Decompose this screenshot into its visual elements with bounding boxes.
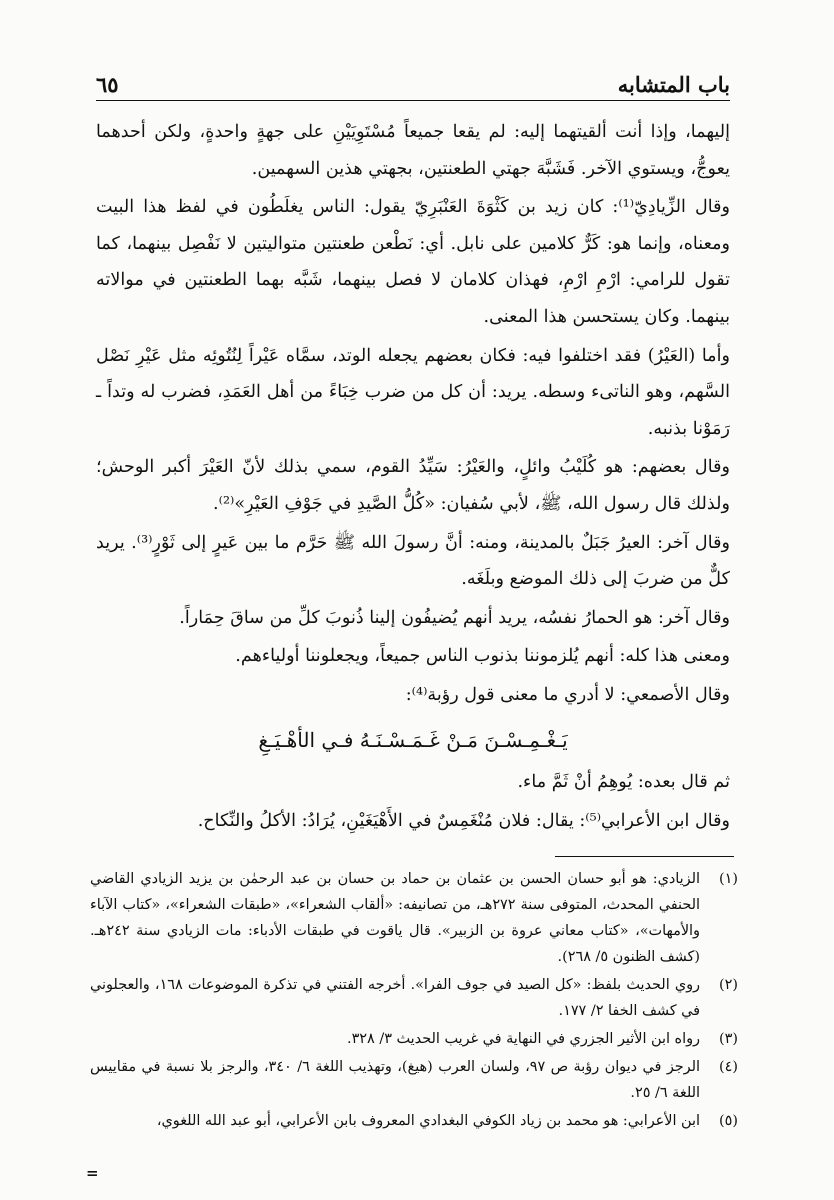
footnote-number: (٤) <box>719 1059 738 1075</box>
footnote <box>90 866 738 970</box>
paragraph: وأما (العَيْرُ) فقد اختلفوا فيه: فكان بعضهم يجعله الوتد، سمَّاه عَيْراً لِنُتُوئِه مثل عَيْرِ نَصْل السَّهم، وهو الناتىء وسطه. يريد: أن كل من ضرب خِبَاءً من أهل العَمَدِ، فضرب له وتداً ـ رَمَوْنا بذنبه. <box>96 345 730 439</box>
continuation-mark: = <box>86 1164 99 1182</box>
footnote-text: روي الحديث بلفظ: «كل الصيد في جوف الفرا». أخرجه الفتني في تذكرة الموضوعات ١٦٨، والعجلوني في كشف الخفا ٢/ ١٧٧. <box>90 977 701 1019</box>
paragraph: وقال ابن الأعرابي⁽⁵⁾: يقال: فلان مُنْغَمِسٌ في الأَهْيَغَيْنِ، يُرَادُ: الأكلُ والنِّكاح. <box>197 810 730 831</box>
poem-verse: يَـغْـمِـسْـنَ مَـنْ غَـمَـسْـنَـهُ فـي الأهْـيَـغِ <box>258 727 568 752</box>
footnote-divider <box>555 856 734 857</box>
footnote <box>90 972 738 1024</box>
paragraph: ومعنى هذا كله: أنهم يُلزموننا بذنوب الناس جميعاً، ويجعلوننا أولياءهم. <box>235 646 730 667</box>
footnote <box>90 1108 738 1134</box>
paragraph: إليهما، وإذا أنت ألقيتهما إليه: لم يقعا جميعاً مُسْتَوِيَيْنِ على جهةٍ واحدةٍ، ولكن أحدهما يعوجُّ، ويستوي الآخر. فَشَبَّهَ جهتي الطعنتين، بجهتي هذين السهمين. <box>96 122 730 179</box>
paragraph: وقال الزِّيادِيّ⁽¹⁾: كان زيد بن كَثْوَةَ العَنْبَرِيّ يقول: الناس يغلَطُون في لفظ هذا البيت ومعناه، وإنما هو: كَرٌّ كلامين على نابل. أي: نَطْعن طعنتين متواليتين لا نَفْصِل بينهما، كما تقول للرامي: ارْمِ ارْمِ، فهذان كلامان لا فصل بينهما، شَبَّه بهما الطعنتين في موالاته بينهما. وكان يستحسن هذا المعنى. <box>96 197 730 327</box>
footnote-text: رواه ابن الأثير الجزري في النهاية في غريب الحديث ٣/ ٣٢٨. <box>346 1031 700 1047</box>
paragraph: وقال الأصمعي: لا أدري ما معنى قول رؤبة⁽⁴⁾: <box>405 684 730 705</box>
footnotes <box>90 866 738 1136</box>
chapter-title: باب المتشابه <box>617 72 730 97</box>
footnote <box>90 1026 738 1052</box>
footnote-text: ابن الأعرابي: هو محمد بن زياد الكوفي البغدادي المعروف بابن الأعرابي، أبو عبد الله اللغوي، <box>156 1113 700 1129</box>
page-header <box>96 62 730 101</box>
footnote-number: (٥) <box>719 1113 738 1129</box>
page-number: ٦٥ <box>96 72 119 97</box>
footnote-number: (٣) <box>719 1031 738 1047</box>
footnote <box>90 1054 738 1106</box>
paragraph: وقال آخر: هو الحمارُ نفسُه، يريد أنهم يُضيفُون إلينا ذُنوبَ كلِّ من ساقَ حِمَاراً. <box>179 607 730 628</box>
paragraph: وقال بعضهم: هو كُلَيْبُ وائلٍ، والعَيْرُ: سَيِّدُ القوم، سمي بذلك لأنّ العَيْرَ أكبر الوحش؛ ولذلك قال رسول الله، ﷺ، لأبي سُفيان: «كُلُّ الصَّيدِ في جَوْفِ العَيْرِ»⁽²⁾. <box>96 457 730 514</box>
footnote-text: الرجز في ديوان رؤبة ص ٩٧، ولسان العرب (هيغ)، وتهذيب اللغة ٦/ ٣٤٠، والرجز بلا نسبة في مقاييس اللغة ٦/ ٢٥. <box>90 1059 701 1101</box>
footnote-text: الزيادي: هو أبو حسان الحسن بن عثمان بن حماد بن حسان بن عبد الرحمٰن بن يزيد الزيادي القاضي الحنفي المحدث، المتوفى سنة ٢٧٢هـ، من تصانيفه: «ألقاب الشعراء»، «طبقات الشعراء»، «كتاب الآباء والأمهات»، «كتاب معاني عروة بن الزبير». قال ياقوت في طبقات الأدباء: مات الزيادي سنة ٢٤٢هـ. (كشف الظنون ٥/ ٢٦٨). <box>90 871 701 965</box>
paragraph: ثم قال بعده: يُوهِمُ أنْ ثَمَّ ماء. <box>517 772 730 793</box>
main-text <box>96 114 730 841</box>
paragraph: وقال آخر: العيرُ جَبَلٌ بالمدينة، ومنه: أنَّ رسولَ الله ﷺ حَرَّم ما بين عَيرٍ إلى ثَوْرٍ⁽³⁾. يريد كلٌّ من ضربَ إلى ذلك الموضع وبلَغَه. <box>96 532 730 590</box>
footnote-number: (٢) <box>719 977 738 993</box>
footnote-number: (١) <box>719 871 738 887</box>
